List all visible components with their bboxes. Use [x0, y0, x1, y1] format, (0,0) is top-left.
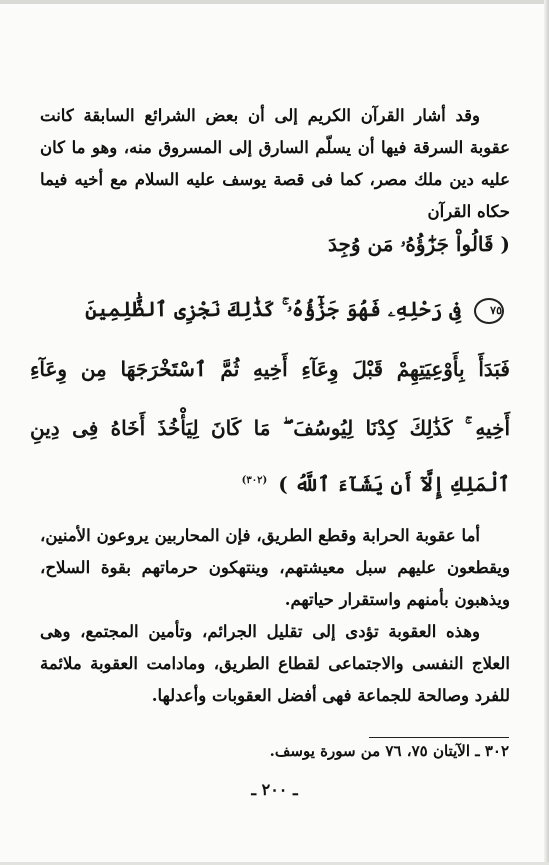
paragraph-hiraba: أما عقوبة الحرابة وقطع الطريق، فإن المحاربين يروعون الأمنين، ويقطعون عليهم سبل معيشتهم، وينتهكون حرماتهم بقوة السلاح، ويذهبون بأمنهم واستقرار حياتهم. [40, 526, 510, 609]
verse-line-2-text: فِى رَحْلِهِۦ فَهُوَ جَزَٰٓؤُهُۥ ۚ كَذَٰلِكَ نَجْزِى ٱلظَّٰلِمِينَ [85, 297, 462, 321]
footnote-separator [369, 737, 509, 738]
verse-line-2 [30, 297, 510, 324]
intro-paragraph [40, 100, 510, 228]
footnote-reference: (٣٠٢) [241, 475, 268, 487]
page-number: ـ ٢٠٠ ـ [251, 780, 298, 799]
verse-line-5-text: ٱلْمَلِكِ إِلَّآ أَن يَشَآءَ ٱللَّهُ ) [278, 472, 510, 496]
verse-line-3: فَبَدَأَ بِأَوْعِيَتِهِمْ قَبْلَ وِعَآءِ أَخِيهِ ثُمَّ ٱسْتَخْرَجَهَا مِن وِعَآءِ [30, 357, 510, 381]
verse-line-5 [30, 472, 510, 496]
verse-line-4: أَخِيهِ ۚ كَذَٰلِكَ كِدْنَا لِيُوسُفَ ۖ مَا كَانَ لِيَأْخُذَ أَخَاهُ فِى دِينِ [30, 416, 510, 440]
page-edge-right [544, 0, 549, 865]
page-edge-top [0, 0, 549, 4]
verse-line-1: ( قَالُواْ جَزَٰٓؤُهُۥ مَن وُجِدَ [328, 232, 510, 256]
body-paragraphs [40, 520, 510, 712]
aya-number-mark: ٧٥ [474, 298, 504, 324]
intro-paragraph-text: وقد أشار القرآن الكريم إلى أن بعض الشرائع السابقة كانت عقوبة السرقة فيها أن يسلّم السارق إلى المسروق منه، وهو ما كان عليه دين ملك مصر، كما فى قصة يوسف عليه السلام مع أخيه فيما حكاه القرآن [40, 106, 510, 221]
paragraph-punishment-benefit: وهذه العقوبة تؤدى إلى تقليل الجرائم، وتأمين المجتمع، وهى العلاج النفسى والاجتماعى لقطاع الطريق، ومادامت العقوبة ملائمة للفرد وصالحة للجماعة فهى أفضل العقوبات وأعدلها. [40, 622, 510, 705]
footnote-text: ٣٠٢ ـ الآيتان ٧٥، ٧٦ من سورة يوسف. [269, 742, 509, 760]
